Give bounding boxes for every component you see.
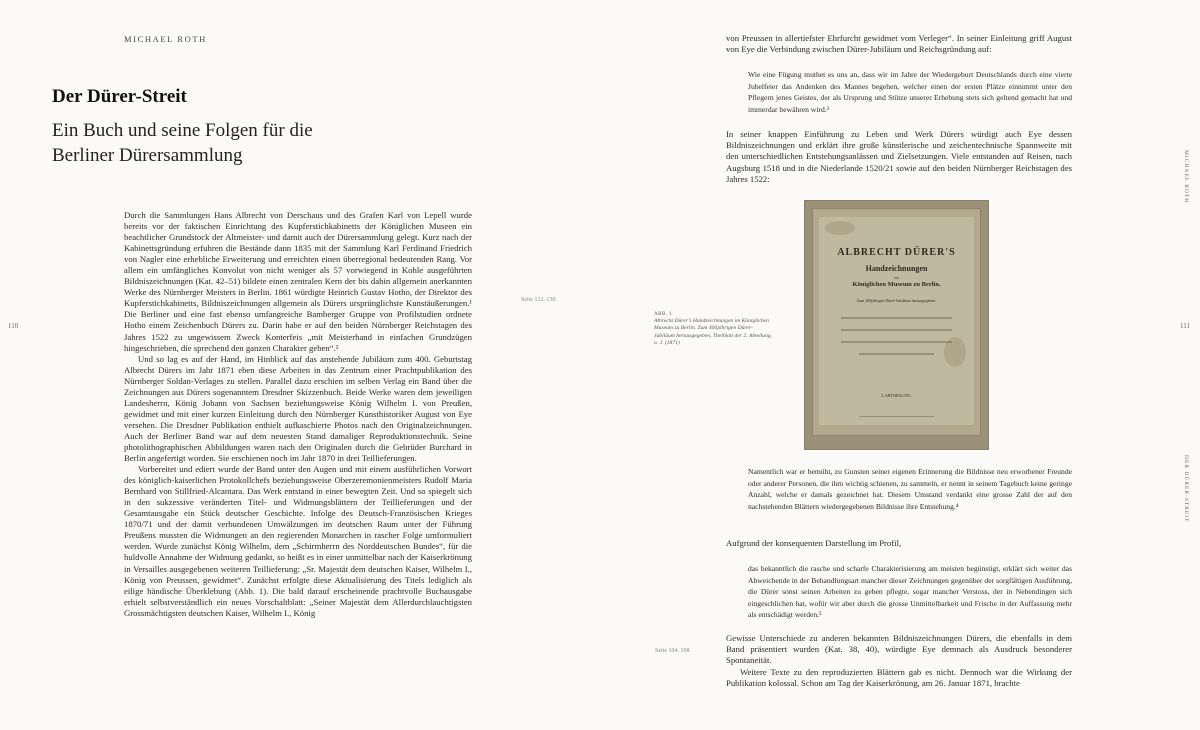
article-subtitle: Ein Buch und seine Folgen für die Berliner Dürersammlung bbox=[52, 120, 313, 166]
cover-text-line bbox=[859, 353, 934, 355]
page-number-left: 110 bbox=[8, 322, 19, 330]
cover-line: Handzeichnungen bbox=[865, 264, 928, 273]
cover-line: im bbox=[894, 275, 899, 280]
paragraph: Durch die Sammlungen Hans Albrecht von Derschaus und des Grafen Karl von Lepell wurde bereits vor der faktischen Einrichtung des Kupferstichkabinetts der Königlichen Museen ein beachtlicher Grundstock der Altmeister- und damit auch der Dürersammlung gelegt. Kurz nach der Kabinettsgründung erfuhren die Bestände dann 1835 mit der Sammlung Karl Ferdinand Friedrich von Nagler eine erhebliche Erweiterung und erreichten einen überregional bedeutenden Rang. Vor allem ein umfängliches Konvolut von nicht weniger als 57 vorwiegend in Kohle ausgeführten Bildniszeichnungen (Kat. 42–51) bildete einen zentralen Kern der bis dahin allgemein anerkannten Werke des Nürnberger Meisters in Berlin. 1861 würdigte Heinrich Gustav Hotho, der Direktor des Kupferstichkabinetts, Bildniszeichnungen allgemein als Dürers ursprünglichste Kunstäußerungen.¹ Die Berliner und eine fast ebenso umfangreiche Bamberger Gruppe von Profilstudien ordnete Hotho einem Zeichenbuch Dürers zu. Darin habe er auf den beiden Nürnberger Reichstagen des Jahres 1522 zu ungewissem Zweck Konterfeis „mit Meisterhand in einfachen Grundzügen hingeschrieben, die sprechend den ganzen Charakter geben“.² bbox=[124, 210, 472, 353]
block-quote-1: Wie eine Fügung muthet es uns an, dass wir im Jahre der Wiedergeburt Deutschlands durch eine vierte Jubelfeier das Andenken des Mannes begehen, welcher einen der ersten Plätze einnimmt unter den Pflegern jenes Geistes, der als Ursprung und Stütze unserer Erhebung stets sich geltend gemacht hat und immerdar bewähren wird.³ bbox=[748, 70, 1072, 114]
cover-frame bbox=[812, 208, 981, 436]
cover-line: Königlichen Museum zu Berlin. bbox=[852, 281, 941, 288]
figure-label: ABB. 1 bbox=[654, 312, 673, 317]
block-quote-2: Namentlich war er bemüht, zu Gunsten seiner eigenen Erinnerung die Bildnisse neu erworbener Freunde oder anderer Personen, die ihm wichtig schienen, zu sammeln, er nennt in seinem Tagebuch keine geringe Anzahl, welche er damals gezeichnet hat. Diesem Umstand verdankt eine grosse Zahl der auf den nachstehenden Blättern wiedergegebenen Bildnisse ihre Entstehung.⁴ bbox=[748, 467, 1072, 511]
cover-imprint-line bbox=[859, 416, 934, 417]
body-text-right-3: Aufgrund der konsequenten Darstellung im Profil, bbox=[726, 538, 902, 548]
paragraph: Und so lag es auf der Hand, im Hinblick auf das anstehende Jubiläum zum 400. Geburtstag Albrecht Dürers im Jahr 1871 eben diese Arbeiten in das Zentrum einer Prachtpublikation des Nürnberger Soldan-Verlages zu stellen. Parallel dazu erschien im selben Verlag ein Band über die Zeichnungen aus Dürers sogenanntem Dresdner Skizzenbuch. Beide Werke waren dem jeweiligen Landesherrn, König Johann von Sachsen beziehungsweise König Wilhelm I. von Preußen, gewidmet und mit einer kurzen Einleitung durch den Nürnberger Kunsthistoriker August von Eye versehen. Die Dresdner Publikation enthielt aufkaschierte Photos nach den Originalzeichnungen. Auch der Berliner Band war auf dem neuesten Stand damaliger Reproduktionstechnik. Seine photolithographischen Abbildungen waren nach den Originalen durch die Gebrüder Burchard in Berlin angefertigt worden. Sie erschienen noch im Jahr 1870 in drei Teillieferungen. bbox=[124, 353, 472, 464]
body-text-right-1: von Preussen in allertiefster Ehrfurcht gewidmet vom Verleger“. In seiner Einleitung griff August von Eye die Verbindung zwischen Dürer-Jubiläum und Reichsgründung auf: bbox=[726, 33, 1072, 55]
cover-title: ALBRECHT DÜRER'S bbox=[837, 247, 956, 258]
article-title: Der Dürer-Streit bbox=[52, 86, 187, 107]
side-running-title: DER DÜRER-STREIT bbox=[1183, 455, 1189, 523]
paragraph: Vorbereitet und ediert wurde der Band unter den Augen und mit einem ausführlichen Vorwort des königlich-kaiserlichen Protokollchefs beziehungsweise Oberzeremonienmeisters Rudolf Maria Bernhard von Stillfried-Alcantara. Das Werk entstand in einer bewegten Zeit. Und so spiegelt sich in den sukzessive veränderten Titel- und Widmungsblättern der Teillieferungen und der Gesamtausgabe ein Stück deutscher Geschichte. Infolge des Deutsch-Französischen Krieges 1870/71 und der damit verbundenen Umwälzungen im deutschen Raum unter der Führung Preußens mussten die Widmungen an den regierenden Monarchen in rascher Folge umformuliert werden. Wurde zunächst König Wilhelm, dem „Schirmherrn des Norddeutschen Bundes“, für die huldvolle Annahme der Widmung gedankt, so heißt es in einer unmittelbar nach der Kaiserkrönung in Versailles ausgegebenen weiteren Teillieferung: „Sr. Majestät dem deutschen Kaiser, Wilhelm I., König von Preussen, gewidmet“. Zunächst erfolgte diese Aktualisierung des Titels lediglich als eilige händische Überklebung (Abb. 1). Die bald darauf erscheinende prachtvolle Buchausgabe erhielt selbstverständlich ein neues Vorschaltblatt: „Seiner Majestät dem Allerdurchlauchtigsten Grossmächtigsten deutschen Kaiser, Wilhelm I., König bbox=[124, 464, 472, 618]
page-number-right: 111 bbox=[1180, 322, 1190, 330]
side-running-author: MICHAEL ROTH bbox=[1183, 150, 1189, 204]
margin-reference: Seite 104, 108 bbox=[655, 648, 690, 654]
cover-text-line bbox=[841, 329, 952, 331]
paragraph: Gewisse Unterschiede zu anderen bekannten Bildniszeichnungen Dürers, die ebenfalls in dem Band präsentiert wurden (Kat. 38, 40), würdigte Eye demnach als Ausdruck besonderer Spontaneität. bbox=[726, 633, 1072, 666]
cover-text-line bbox=[841, 341, 952, 343]
margin-reference: Seite 122–130 bbox=[521, 297, 556, 303]
body-text-right-4 bbox=[726, 633, 1072, 689]
running-head-author: MICHAEL ROTH bbox=[124, 34, 207, 44]
block-quote-3: das bekanntlich die rasche und scharfe Charakterisierung am meisten begünstigt, erklärt sich weiter das Abweichende in der Behandlungsart mancher dieser Zeichnungen gegenüber der sorgfältigen Ausführung, die Dürer sonst seinen Arbeiten zu geben pflegte, sogar mancher Verstoss, der in Nebendingen sich eingeschlichen hat, wofür wir aber durch die grosse Unmittelbarkeit und Frische in der Auffassung mehr als entschädigt werden.⁵ bbox=[748, 564, 1072, 620]
cover-paper bbox=[819, 217, 974, 425]
paragraph: Weitere Texte zu den reproduzierten Blättern gab es nicht. Dennoch war die Wirkung der Publikation kolossal. Schon am Tag der Kaiserkrönung, am 26. Januar 1871, brachte bbox=[726, 666, 1072, 688]
cover-text-line bbox=[841, 317, 952, 319]
body-text-left bbox=[124, 210, 472, 619]
body-text-right-2: In seiner knappen Einführung zu Leben und Werk Dürers würdigt auch Eye dessen Bildniszeichnungen und erklärt ihre große künstlerische und zeichentechnische Spannweite mit den unterschiedlichen Entstehungsanlässen und Zielsetzungen. Viele entstanden auf Reisen, nach Augsburg 1518 und in die Niederlande 1520/21 sowie auf den beiden Nürnberger Reichstagen des Jahres 1522: bbox=[726, 129, 1072, 184]
figure-caption bbox=[654, 311, 772, 347]
figure-caption-text: Albrecht Dürer’s Handzeichnungen im Königlichen Museum zu Berlin. Zum 400jährigen Dürer-Jubiläum herausgegeben, Titelblatt der 2. Abteilung, o. J. (1871) bbox=[654, 318, 772, 346]
cover-line: Zum 400jährigen Dürer-Jubiläum herausgegeben. bbox=[856, 298, 937, 303]
cover-abteilung: 2. ABTHEILUNG. bbox=[881, 393, 912, 398]
book-title-page-image bbox=[804, 200, 989, 450]
